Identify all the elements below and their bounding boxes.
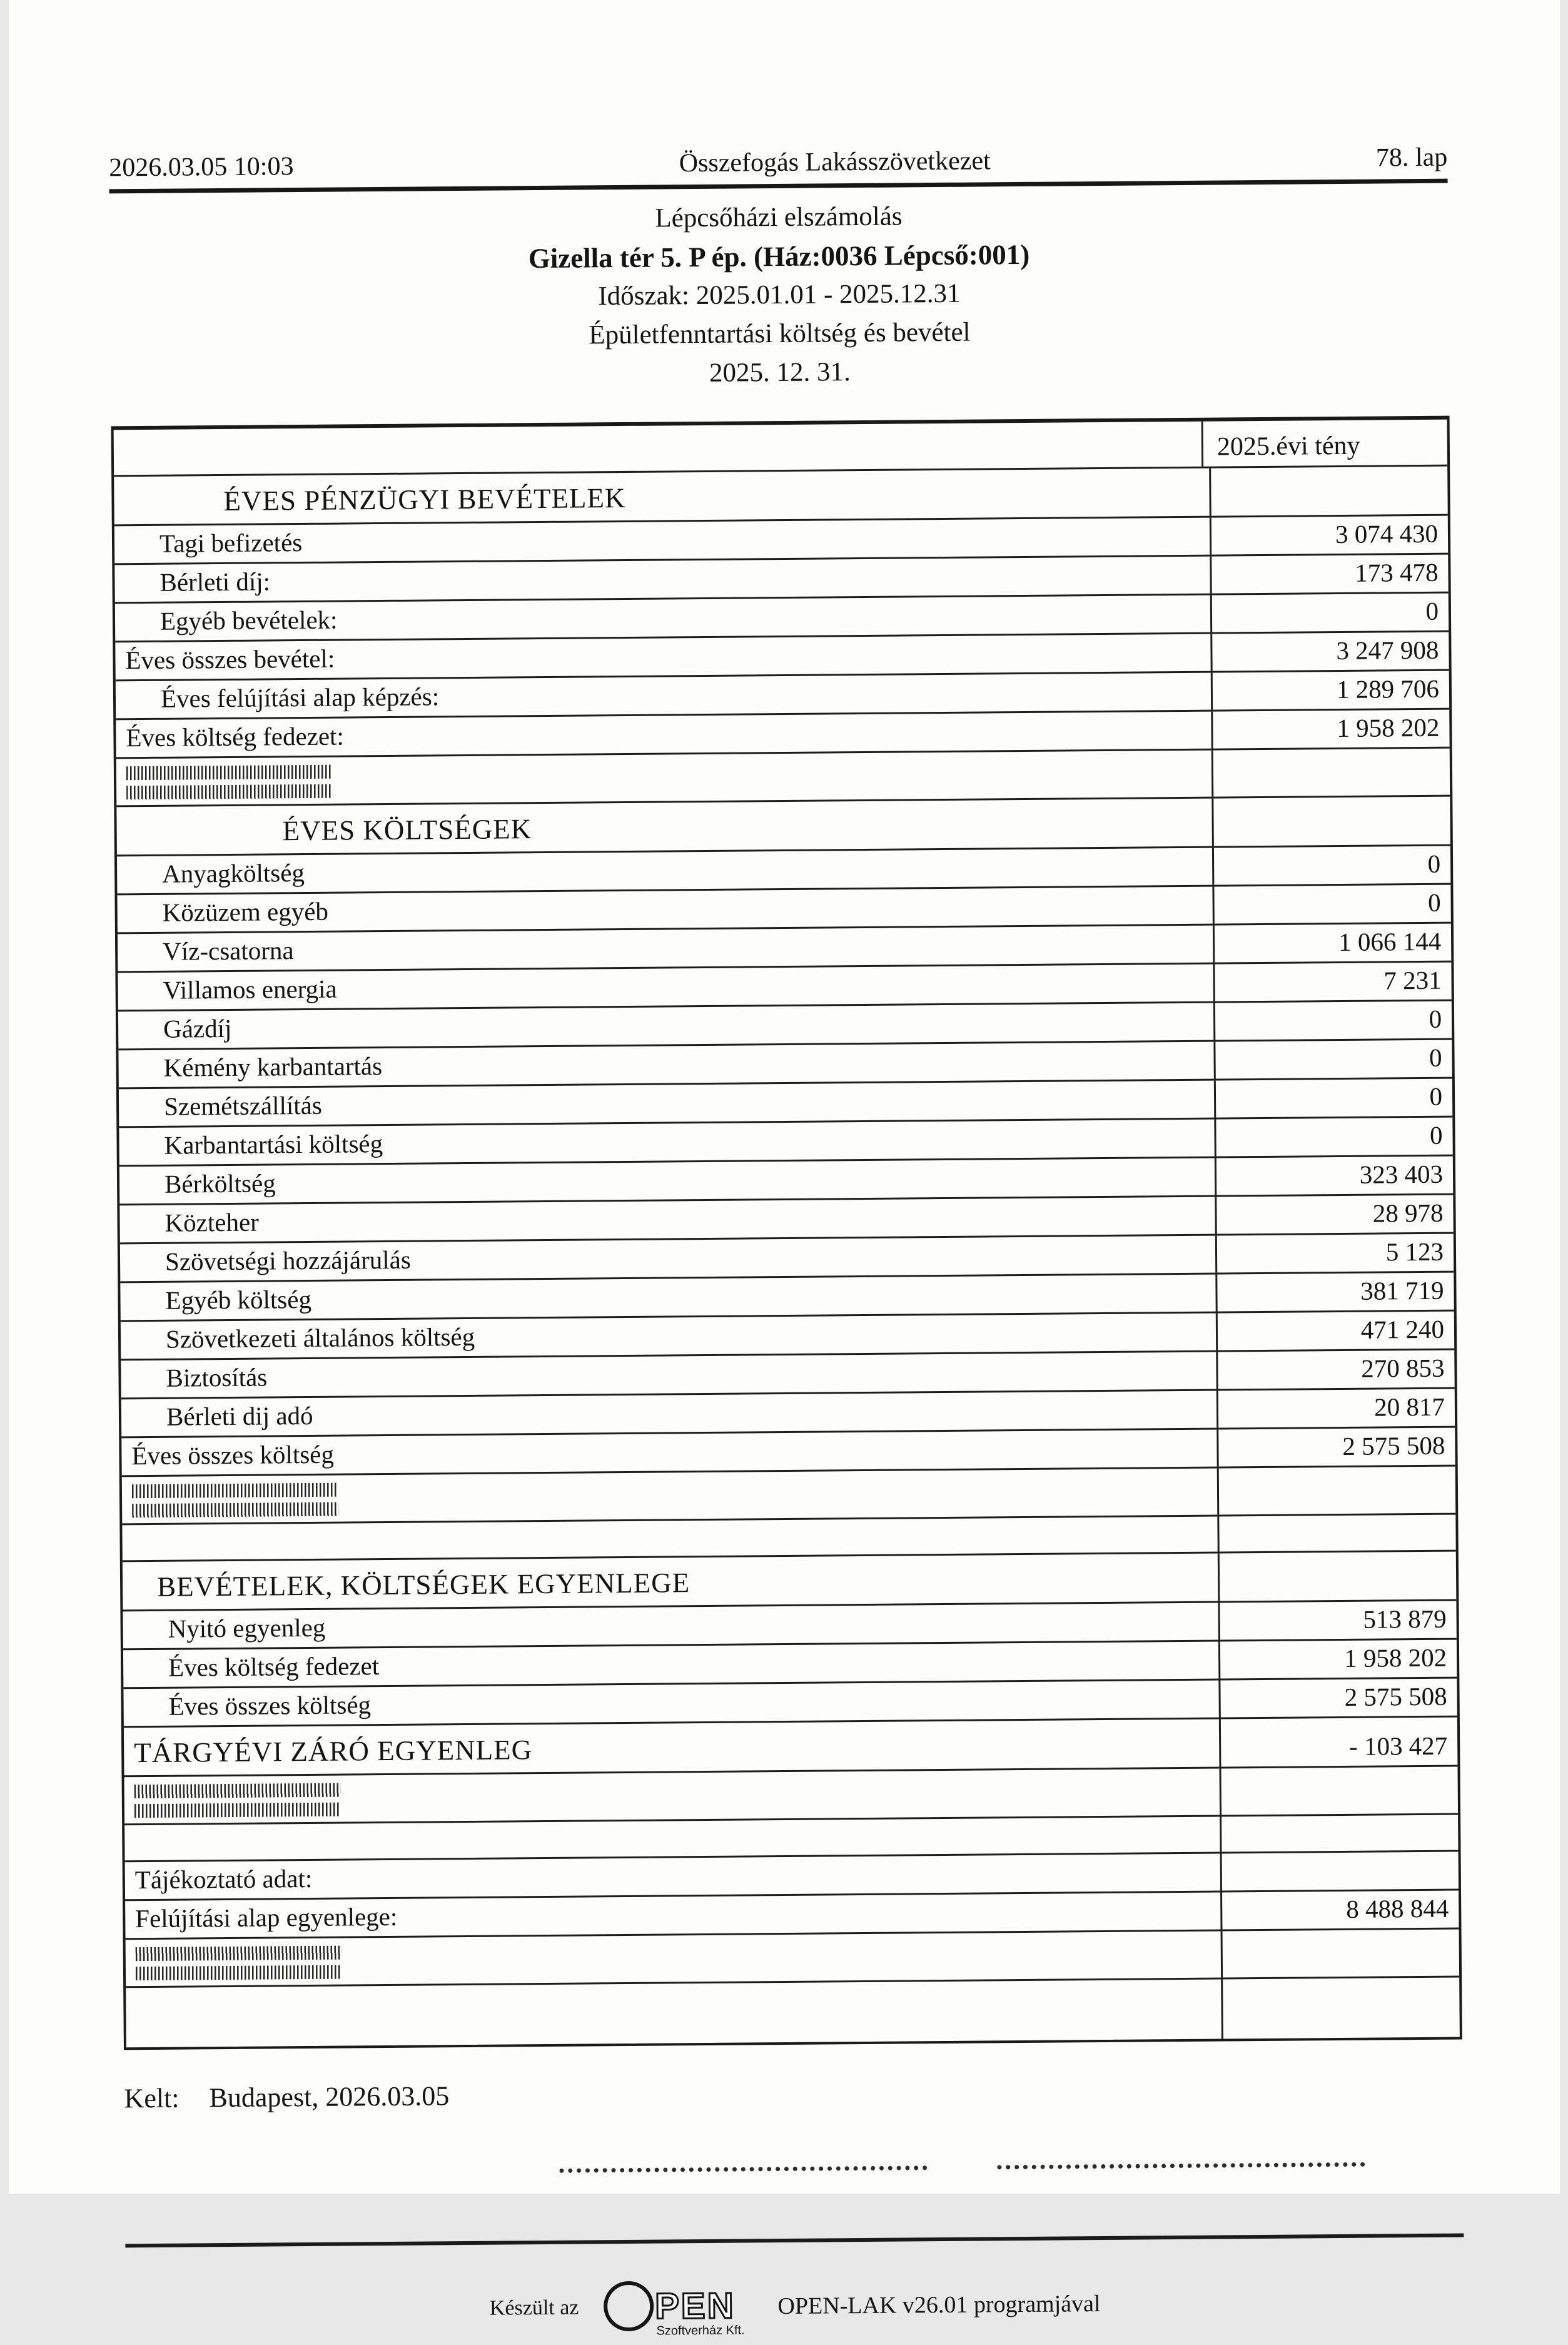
row-label: Karbantartási költség	[163, 1129, 383, 1160]
row-label: Víz-csatorna	[162, 936, 294, 966]
row-label: Tagi befizetés	[159, 528, 302, 558]
row-label: Éves összes bevétel:	[124, 644, 335, 675]
row-label: Szemétszállítás	[163, 1090, 322, 1121]
row-label: Közüzem egyéb	[161, 896, 328, 927]
row-label: Szövetkezeti általános költség	[165, 1322, 475, 1354]
row-label: Biztosítás	[165, 1362, 267, 1392]
row-value: 2 575 508	[1216, 1428, 1455, 1467]
barcode-strip	[126, 784, 333, 800]
kelt-line	[124, 2072, 1462, 2115]
row-label: Gázdíj	[163, 1013, 232, 1043]
row-label: Közteher	[164, 1207, 259, 1237]
open-logo-icon	[600, 2274, 757, 2340]
row-value: 323 403	[1214, 1157, 1452, 1195]
row-value: 0	[1212, 885, 1450, 924]
row-value: 5 123	[1215, 1234, 1453, 1273]
value-column-header: 2025.évi tény	[1201, 420, 1447, 467]
row-barcode-cell	[121, 1469, 1217, 1524]
address-title: Gizella tér 5. P ép. (Ház:0036 Lépcső:001)	[528, 238, 1029, 275]
row-value: 7 231	[1213, 963, 1451, 1001]
row-label: Egyéb bevételek:	[159, 605, 338, 636]
page-header	[109, 143, 1447, 183]
row-value: 2 575 508	[1218, 1679, 1457, 1718]
row-barcode-cell	[125, 1932, 1221, 1987]
row-value	[1211, 797, 1450, 846]
footer-rule	[125, 2234, 1464, 2248]
barcode-strip	[126, 765, 332, 781]
row-value: 28 978	[1215, 1195, 1453, 1234]
row-value	[1211, 749, 1450, 797]
doc-type-title: Lépcsőházi elszámolás	[654, 201, 903, 233]
row-label: Éves összes költség	[131, 1439, 334, 1471]
row-value: 3 074 430	[1209, 516, 1447, 555]
barcode-strips	[126, 760, 332, 801]
row-value	[1220, 1852, 1458, 1891]
row-value	[1217, 1515, 1455, 1552]
row-label: Bérköltség	[164, 1168, 276, 1198]
signature-line-left	[559, 2165, 927, 2173]
row-value: 471 240	[1215, 1312, 1454, 1350]
row-label: Éves költség fedezet:	[125, 721, 344, 752]
barcode-strip	[131, 1483, 338, 1499]
table-row-empty_tall	[126, 1978, 1460, 2048]
organization-name: Összefogás Lakásszövetkezet	[679, 146, 991, 178]
program-credit	[125, 2269, 1464, 2344]
barcode-strip	[132, 1502, 338, 1518]
row-label: Egyéb költség	[164, 1284, 311, 1315]
barcode-strip	[134, 1803, 340, 1818]
row-label: ÉVES PÉNZÜGYI BEVÉTELEK	[223, 482, 626, 517]
statement-table	[111, 416, 1462, 2050]
row-value: 1 289 706	[1210, 671, 1449, 710]
row-value: 20 817	[1216, 1389, 1454, 1428]
title-block	[109, 193, 1449, 398]
row-value: 1 958 202	[1211, 710, 1449, 749]
signature-line-right	[997, 2162, 1365, 2170]
print-timestamp: 2026.03.05 10:03	[108, 152, 294, 183]
row-label: Tájékoztató adat:	[134, 1863, 312, 1895]
row-value: 1 066 144	[1212, 924, 1450, 963]
row-value	[1220, 1930, 1459, 1978]
page-number: 78. lap	[1375, 143, 1447, 173]
row-label: BEVÉTELEK, KÖLTSÉGEK EGYENLEGE	[156, 1567, 690, 1603]
header-label-cell	[113, 422, 1201, 475]
barcode-strips	[131, 1478, 338, 1519]
row-value: 270 853	[1216, 1350, 1454, 1389]
period-title: Időszak: 2025.01.01 - 2025.12.31	[597, 278, 961, 311]
row-label: TÁRGYÉVI ZÁRÓ EGYENLEG	[133, 1734, 532, 1769]
row-label: Anyagköltség	[161, 858, 305, 888]
row-value: 1 958 202	[1218, 1640, 1456, 1679]
barcode-strip	[135, 1965, 341, 1981]
row-value	[1221, 1978, 1460, 2039]
row-barcode-cell	[116, 751, 1211, 806]
closing-date: 2025. 12. 31.	[709, 357, 851, 388]
row-label: Felújítási alap egyenlege:	[134, 1902, 397, 1933]
row-value	[1219, 1767, 1458, 1815]
report-title: Épületfenntartási költség és bevétel	[588, 317, 971, 350]
row-label: Éves felújítási alap képzés:	[160, 682, 439, 713]
row-value: 513 879	[1218, 1601, 1456, 1640]
row-label: Bérleti díj:	[159, 567, 270, 597]
row-value	[1217, 1552, 1456, 1601]
row-label: ÉVES KÖLTSÉGEK	[281, 813, 532, 847]
barcode-strips	[135, 1941, 341, 1982]
row-value: - 103 427	[1218, 1718, 1457, 1767]
row-value: 0	[1213, 1001, 1451, 1040]
row-value: 0	[1213, 1040, 1452, 1079]
barcode-strip	[135, 1946, 341, 1962]
credit-prefix: Készült az	[489, 2296, 579, 2320]
row-label: Éves költség fedezet	[168, 1651, 379, 1682]
logo-subtext: Szoftverház Kft.	[656, 2323, 745, 2338]
row-value: 0	[1214, 1118, 1452, 1157]
scan-sheet	[1, 0, 1568, 2345]
row-value	[1209, 467, 1448, 516]
signature-area	[559, 2162, 1463, 2173]
scanned-document-page	[9, 0, 1560, 2338]
row-value: 0	[1211, 846, 1450, 885]
row-label: Éves összes költség	[168, 1690, 371, 1721]
row-value: 173 478	[1210, 555, 1448, 594]
row-label: Bérleti dij adó	[166, 1400, 313, 1431]
barcode-strips	[134, 1778, 340, 1820]
credit-suffix: OPEN-LAK v26.01 programjával	[777, 2291, 1101, 2320]
row-label: Nyitó egyenleg	[167, 1613, 325, 1643]
row-value: 0	[1210, 594, 1448, 632]
row-value: 3 247 908	[1210, 632, 1449, 671]
row-value: 381 719	[1215, 1273, 1454, 1312]
row-label: Szövetségi hozzájárulás	[164, 1245, 411, 1276]
barcode-strip	[134, 1783, 340, 1799]
row-label	[126, 1980, 1222, 2048]
row-value: 0	[1213, 1079, 1452, 1118]
row-barcode-cell	[124, 1769, 1220, 1824]
logo-letters: PEN	[654, 2285, 736, 2327]
row-value: 8 488 844	[1220, 1891, 1459, 1930]
row-value	[1220, 1815, 1458, 1852]
row-label: Villamos energia	[162, 974, 337, 1005]
row-label: Kémény karbantartás	[163, 1051, 382, 1082]
kelt-value: Budapest, 2026.03.05	[208, 2080, 449, 2114]
row-value	[1216, 1467, 1455, 1515]
kelt-label: Kelt:	[123, 2082, 180, 2114]
